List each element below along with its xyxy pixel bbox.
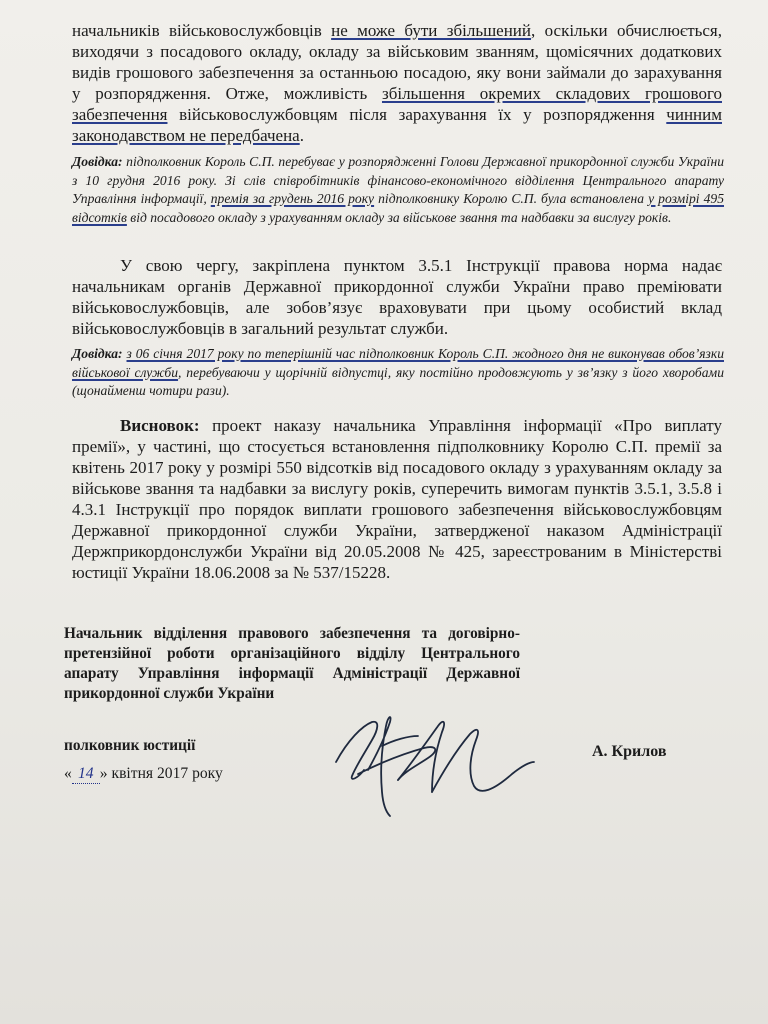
- paragraph-salary-limit: [72, 20, 722, 146]
- conclusion-text: проект наказу начальника Управління інформації «Про виплату премії», у частині, що стосується встановлення підполковнику Королю С.П. премії за квітень 2017 року у розмірі 550 відсотків від посадового окладу з урахуванням окладу за військове звання та надбавки за вислугу років, суперечить вимогам пунктів 3.5.1, 3.5.8 і 4.3.1 Інструкції про порядок виплати грошового забезпечення військовослужбовцям Державної прикордонної служби України, затвердженої наказом Адміністрації Держприкордонслужби України від 20.05.2008 № 425, зареєстрованим в Міністерстві юстиції України 18.06.2008 за № 537/15228.: [72, 416, 722, 582]
- text-fragment: , оскільки обчислюється, виходячи з посадового окладу, окладу за військовим званням, щомісячних додаткових видів грошового забезпечення за останньою посадою, яку вони займали до зарахування у розпорядження. Отже, можливість: [72, 21, 722, 103]
- underlined-text: не може бути збільшений: [331, 21, 531, 40]
- date-day-handwritten: 14: [72, 765, 100, 784]
- underlined-text: збільшення окремих складових грошового забезпечення: [72, 84, 722, 124]
- date-quote-open: «: [64, 765, 72, 782]
- text-fragment: від посадового окладу з урахуванням окладу за військове звання та надбавки за вислугу років.: [126, 209, 672, 225]
- paragraph-bonus-norm: У свою чергу, закріплена пунктом 3.5.1 Інструкції правова норма надає начальникам органів Державної прикордонної служби України право преміювати військовослужбовців, але зобов’язує враховувати при цьому особистий вклад військовослужбовців в загальний результат служби.: [72, 256, 722, 338]
- underlined-text: премія за грудень 2016 року: [210, 191, 375, 206]
- signature-date: [64, 765, 223, 784]
- text-fragment: , перебуваючи у щорічній відпустці, яку постійно продовжують у зв’язку з його хворобами (щонайменш чотири рази).: [72, 364, 724, 398]
- text-fragment: підполковнику Королю С.П. була встановлена: [374, 191, 649, 206]
- signer-rank: полковник юстиції: [64, 737, 196, 754]
- text-fragment: начальників військовослужбовців: [72, 21, 332, 40]
- signer-position: Начальник відділення правового забезпечення та договірно-претензійної роботи організаційного відділу Центрального апарату Управління інформації Адміністрації Державної прикордонної служби України: [64, 625, 520, 702]
- reference-note-2: [72, 345, 724, 401]
- paragraph-conclusion: [72, 415, 722, 583]
- underlined-text: у розмірі 495 відсотків: [72, 191, 724, 225]
- text-fragment: підполковник Король С.П. перебуває у розпорядженні Голови Державної прикордонної служби України з 10 грудня 2016 року. Зі слів співробітників фінансово-економічного відділення Центрального апарату Управління інформації,: [72, 154, 724, 206]
- underlined-text: чинним законодавством не передбачена: [72, 105, 722, 145]
- handwritten-signature: [328, 700, 538, 820]
- reference-note-1: [72, 153, 724, 227]
- text-fragment: військовослужбовцям після зарахування їх у розпорядження: [167, 105, 667, 124]
- underlined-text: з 06 січня 2017 року по теперішній час підполковник Король С.П. жодного дня не виконував обов’язки військової служби: [72, 346, 724, 380]
- note-label: Довідка:: [72, 154, 123, 169]
- date-rest: » квітня 2017 року: [99, 765, 223, 782]
- note-label: Довідка:: [72, 346, 123, 361]
- conclusion-label: Висновок:: [120, 416, 200, 435]
- text-fragment: .: [299, 126, 304, 145]
- signer-name: А. Крилов: [592, 743, 667, 760]
